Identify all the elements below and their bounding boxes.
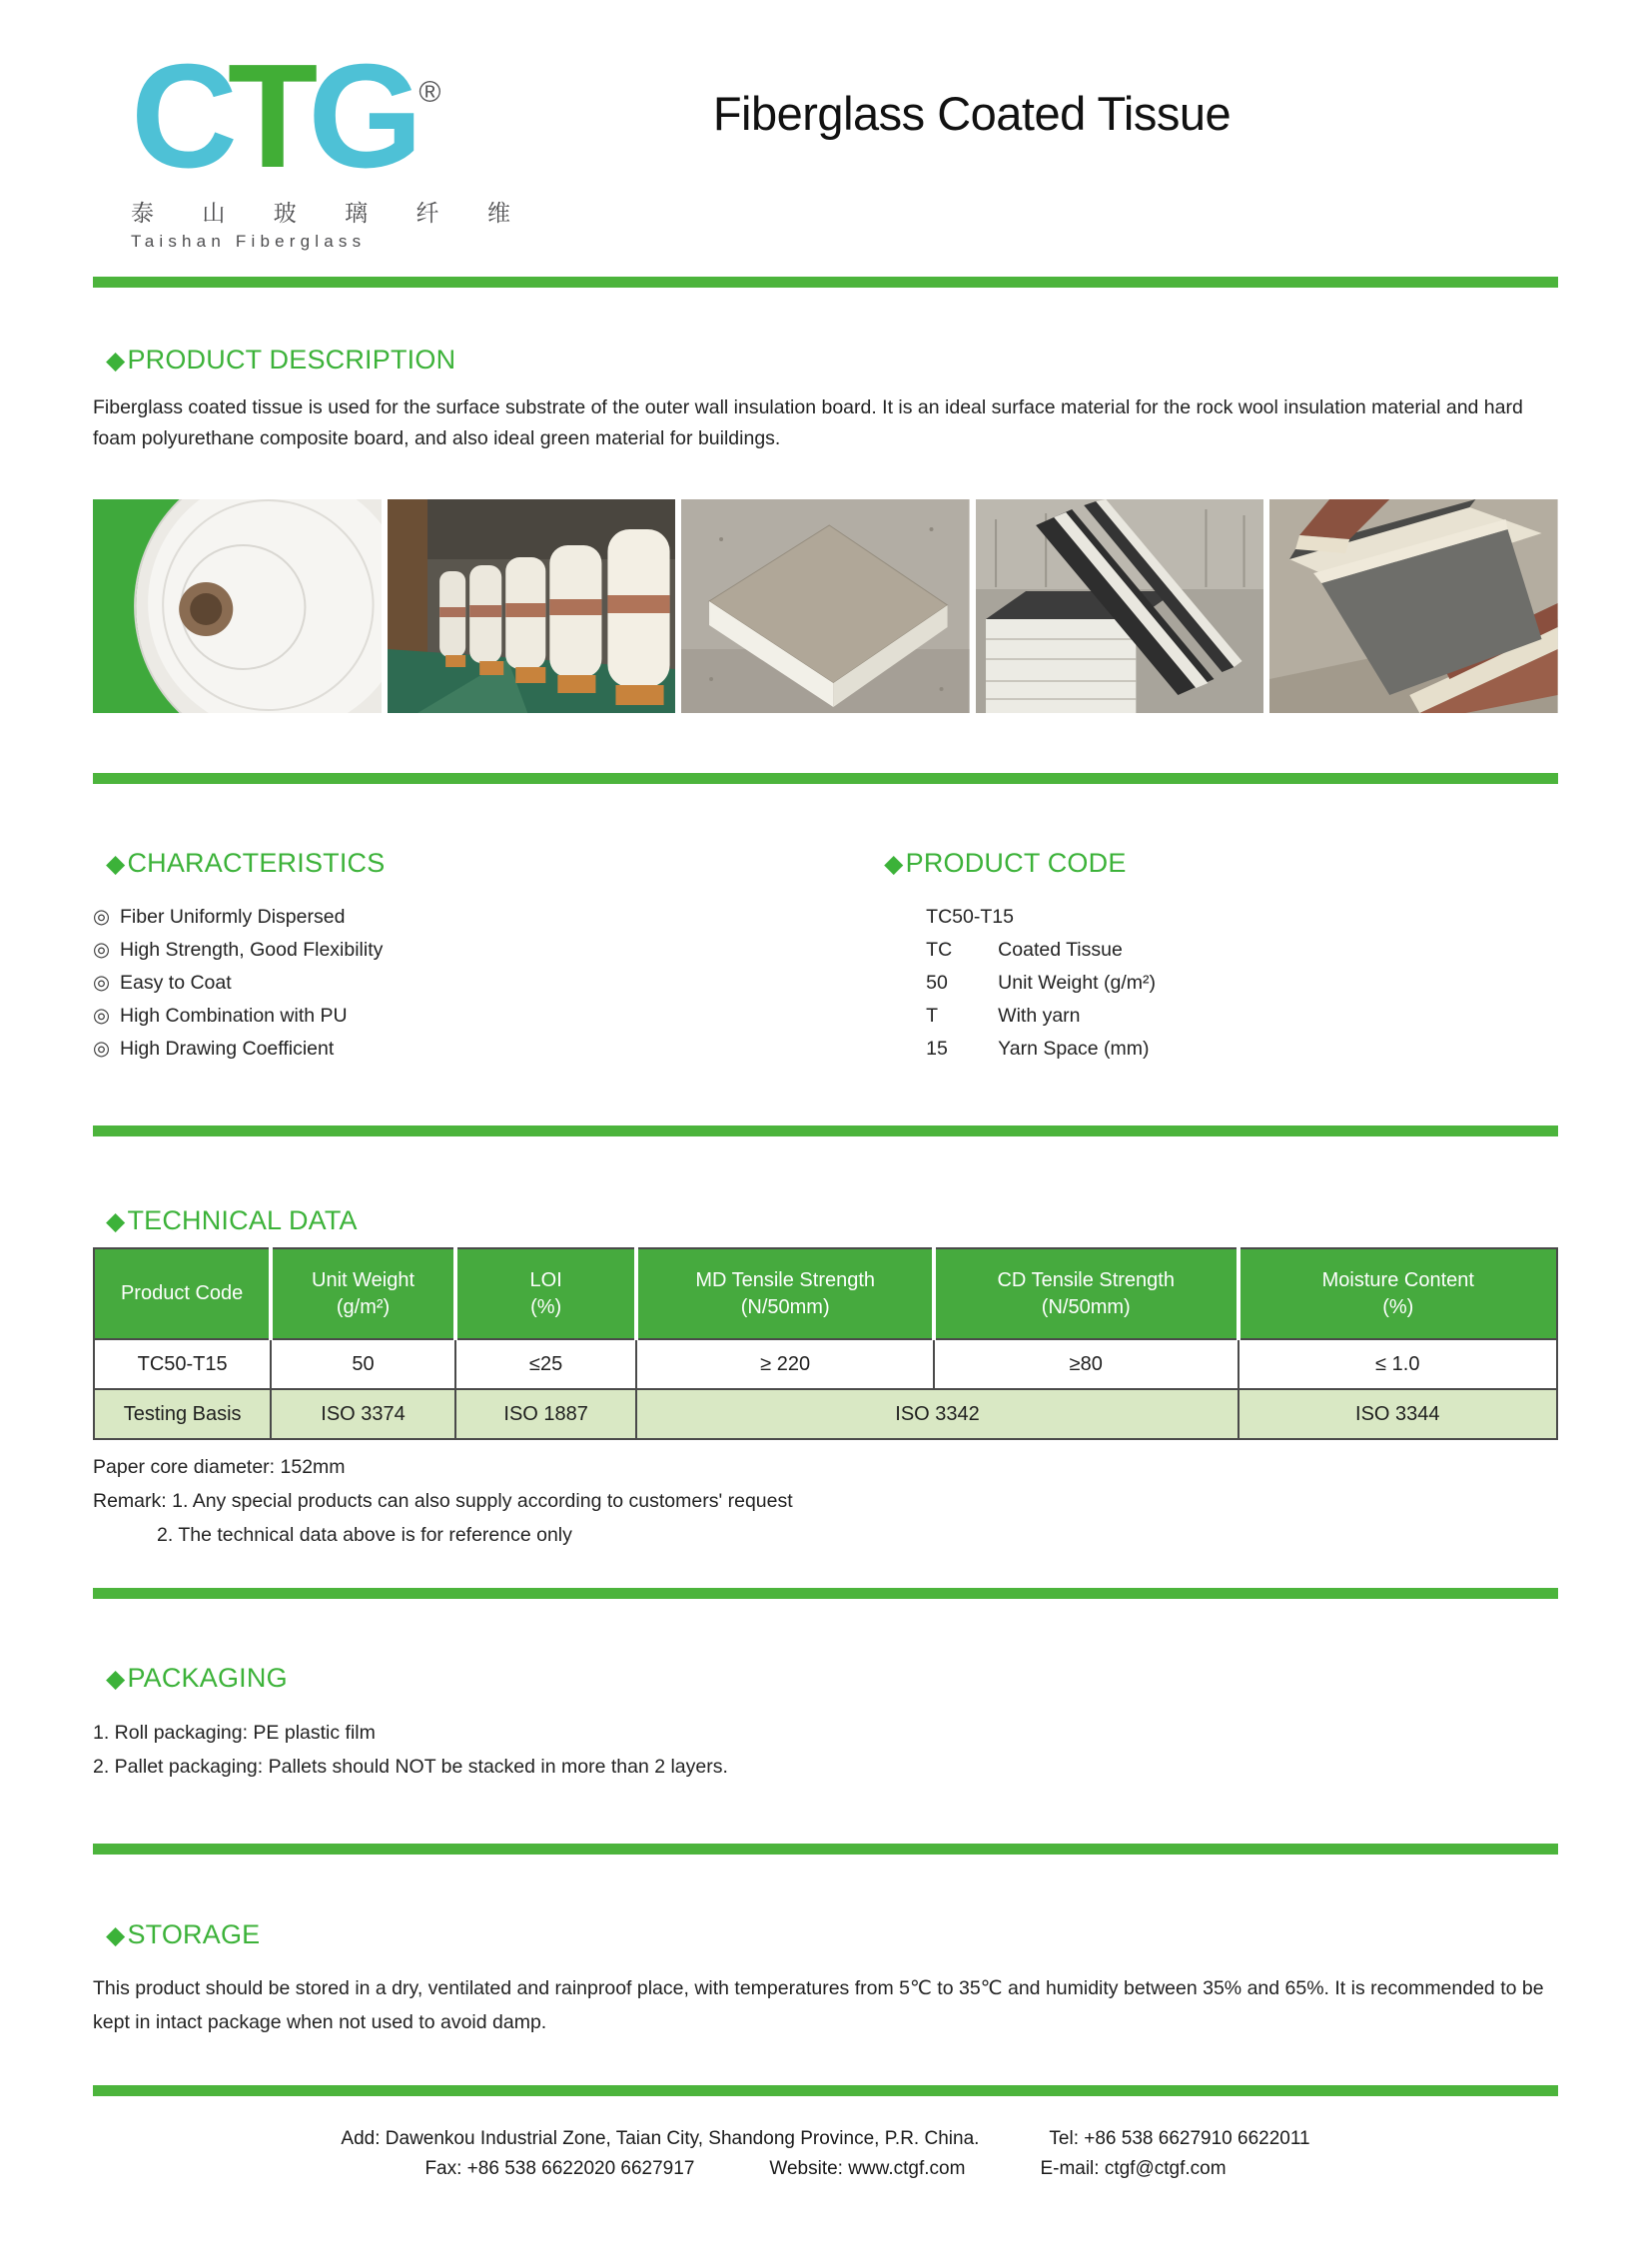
characteristic-item [93,967,884,1000]
storage-heading-label: STORAGE [127,1919,261,1949]
cell-product-code: TC50-T15 [137,1352,228,1375]
logo-letter-t: T [227,34,309,199]
col-header-product-code: Product Code [94,1248,271,1339]
footer-email: E-mail: ctgf@ctgf.com [1040,2158,1227,2179]
cell-moisture: ≤ 1.0 [1239,1339,1557,1389]
paper-core-note: Paper core diameter: 152mm [93,1456,346,1478]
diamond-icon: ◆ [106,850,126,878]
divider [93,773,1558,784]
remark-line-1: Remark: 1. Any special products can also supply according to customers' request [93,1490,793,1512]
col-header-cd-tensile: CD Tensile Strength (N/50mm) [934,1248,1239,1339]
footer-line-1 [93,2124,1558,2154]
bullseye-bullet-icon: ◎ [93,939,111,961]
characteristic-item [93,1033,884,1066]
code-definition: Yarn Space (mm) [998,1038,1150,1060]
diamond-icon: ◆ [106,1921,126,1949]
code-definition: Unit Weight (g/m²) [998,972,1157,994]
technical-data-table [93,1247,1558,1440]
product-code-text: TC50-T15 [926,906,1014,928]
product-code-section [884,848,1558,1066]
footer-tel: Tel: +86 538 6627910 6622011 [1049,2128,1310,2149]
characteristic-text: Easy to Coat [120,972,232,994]
col-header-loi: LOI (%) [455,1248,637,1339]
product-code-heading-label: PRODUCT CODE [905,848,1127,878]
photo-composite-board-sample-image [681,499,970,713]
characteristic-text: High Strength, Good Flexibility [120,939,384,961]
cell-iso-1887: ISO 1887 [455,1389,637,1439]
photo-rolls-in-warehouse [388,499,676,713]
registered-trademark-icon: ® [418,76,441,109]
col-header-unit-weight: Unit Weight (g/m²) [271,1248,455,1339]
divider [93,277,1558,288]
characteristic-text: Fiber Uniformly Dispersed [120,906,346,928]
bullseye-bullet-icon: ◎ [93,1005,111,1027]
packaging-item: 1. Roll packaging: PE plastic film [93,1722,376,1744]
characteristics-heading-label: CHARACTERISTICS [127,848,386,878]
logo-english-name: Taishan Fiberglass [131,231,367,251]
product-code-value [926,901,1558,934]
characteristic-text: High Combination with PU [120,1005,348,1027]
photo-installed-composite-panels-image [1269,499,1558,713]
photo-installed-composite-panels [1269,499,1558,713]
characteristic-text: High Drawing Coefficient [120,1038,335,1060]
code-legend-row [926,934,1558,967]
cell-loi: ≤25 [455,1339,637,1389]
bullseye-bullet-icon: ◎ [93,906,111,928]
logo-letter-c: C [131,34,228,199]
code-definition: Coated Tissue [998,939,1123,961]
photo-composite-board-sample [681,499,970,713]
divider [93,2085,1558,2096]
characteristics-and-code-row [93,848,1558,1066]
ctg-logo [131,34,531,252]
code-legend-row [926,1033,1558,1066]
code-term: TC [926,939,953,961]
technical-data-notes [93,1450,1558,1552]
divider [93,1125,1558,1136]
ctg-logo-letters [131,34,441,199]
logo-chinese-name: 泰 山 玻 璃 纤 维 [131,199,531,226]
photo-rolls-in-warehouse-image [388,499,676,713]
code-legend-row [926,967,1558,1000]
logo-letter-g: G [308,34,413,199]
code-definition: With yarn [998,1005,1081,1027]
photo-stacked-insulation-boards [976,499,1264,713]
characteristics-section [93,848,884,1066]
packaging-heading-label: PACKAGING [127,1663,288,1693]
code-legend-row [926,1000,1558,1033]
photo-coated-tissue-roll [93,499,382,713]
diamond-icon: ◆ [884,850,904,878]
packaging-items [93,1716,1558,1784]
product-code-heading [884,848,1558,879]
table-data-row [94,1339,1557,1389]
photo-stacked-insulation-boards-image [976,499,1264,713]
product-description-text: Fiberglass coated tissue is used for the surface substrate of the outer wall insulation board. It is an ideal surface material for the rock wool insulation material and hard foam polyurethane composite board, and also ideal green material for buildings. [93,396,1523,449]
characteristics-list [93,901,884,1066]
cell-unit-weight: 50 [271,1339,455,1389]
technical-data-heading [106,1205,1558,1236]
photo-coated-tissue-roll-image [93,499,382,713]
table-header-row [94,1248,1557,1339]
characteristics-heading [106,848,884,879]
product-photos-row [93,499,1558,713]
footer-website: Website: www.ctgf.com [769,2158,966,2179]
product-description-heading [106,345,1558,375]
storage-text: This product should be stored in a dry, ventilated and rainproof place, with temperatures from 5℃ to 35℃ and humidity between 35% and 65%. It is recommended to be kept in intact package when not used to avoid damp. [93,1977,1544,2033]
cell-cd-tensile: ≥80 [934,1339,1239,1389]
cell-iso-3344: ISO 3344 [1239,1389,1557,1439]
col-header-md-tensile: MD Tensile Strength (N/50mm) [636,1248,933,1339]
product-description-heading-label: PRODUCT DESCRIPTION [127,345,456,374]
packaging-item: 2. Pallet packaging: Pallets should NOT be stacked in more than 2 layers. [93,1756,728,1778]
header [93,0,1558,277]
diamond-icon: ◆ [106,1207,126,1235]
table-testing-basis-row [94,1389,1557,1439]
code-term: 50 [926,972,948,994]
footer-address: Add: Dawenkou Industrial Zone, Taian City, Shandong Province, P.R. China. [341,2128,980,2149]
footer-line-2 [93,2154,1558,2184]
technical-data-heading-label: TECHNICAL DATA [127,1205,358,1235]
divider [93,1844,1558,1855]
bullseye-bullet-icon: ◎ [93,972,111,994]
code-term: 15 [926,1038,948,1060]
characteristic-item [93,934,884,967]
page-title: Fiberglass Coated Tissue [712,87,1232,140]
code-term: T [926,1005,939,1027]
characteristic-item [93,1000,884,1033]
cell-testing-basis-label: Testing Basis [94,1389,271,1439]
divider [93,1588,1558,1599]
footer-fax: Fax: +86 538 6622020 6627917 [424,2158,695,2179]
col-header-moisture: Moisture Content (%) [1239,1248,1557,1339]
storage-heading [106,1919,1558,1950]
bullseye-bullet-icon: ◎ [93,1038,111,1060]
diamond-icon: ◆ [106,1665,126,1693]
cell-md-tensile: ≥ 220 [636,1339,933,1389]
remark-line-2: 2. The technical data above is for reference only [157,1524,572,1546]
footer [93,2124,1558,2184]
packaging-heading [106,1663,1558,1694]
product-code-block [926,901,1558,1066]
characteristic-item [93,901,884,934]
cell-iso-3342: ISO 3342 [636,1389,1238,1439]
diamond-icon: ◆ [106,347,126,374]
cell-iso-3374: ISO 3374 [271,1389,455,1439]
